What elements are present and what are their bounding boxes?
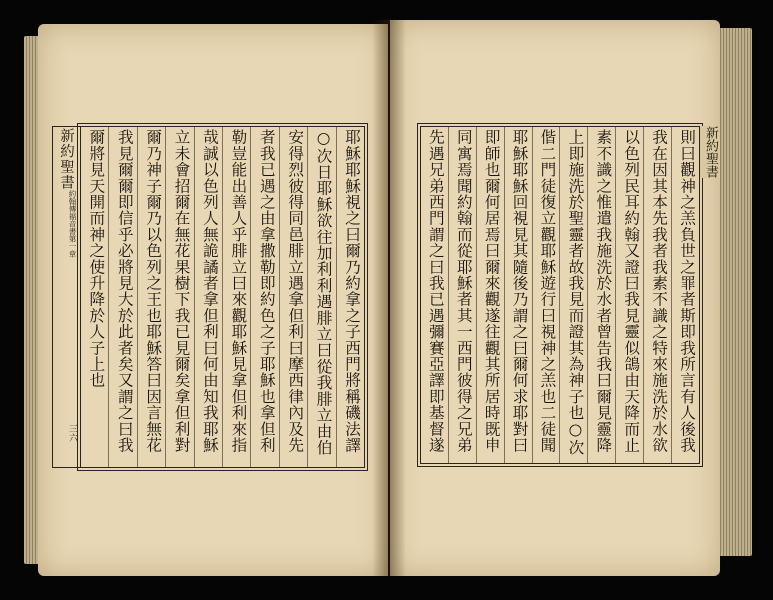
text-column: 同寓焉聞約翰而從耶穌者其一西門彼得之兄弟 [448, 127, 476, 463]
right-text-frame [420, 126, 700, 464]
text-column: 即師也爾何居焉曰爾來觀遂往觀其所居時既申 [476, 127, 504, 463]
text-column: 者我已遇之由拿撒勒即約色之子耶穌也拿但利 [250, 127, 278, 467]
text-column: 上即施洗於聖靈者故我見而證其為神子也○次 [559, 127, 587, 463]
page-number: 三六 [67, 424, 77, 442]
text-column: 以色列民耳約翰又證曰我見靈似鴿由天降而止 [615, 127, 643, 463]
text-column: 安得烈彼得同邑腓立遇拿但利曰摩西律內及先 [279, 127, 307, 467]
running-subtitle: 約翰傳福音書第一章 [68, 190, 77, 258]
book-gutter [372, 20, 406, 576]
text-column: 哉誠以色列人無詭譎者拿但利曰何由知我耶穌 [194, 127, 222, 467]
text-column: 爾乃神子爾乃以色列之王也耶穌答曰因言無花 [137, 127, 165, 467]
spine-edge-label: 新約聖書 [700, 126, 720, 178]
text-column: 我在因其本先我者我素不識之特來施洗於水欲 [643, 127, 671, 463]
text-column: 我見爾爾即信乎必將見大於此者矣又謂之曰我 [108, 127, 136, 467]
text-column: ○次日耶穌欲往加利利遇腓立曰從我腓立由伯 [307, 127, 335, 467]
text-column: 耶穌耶穌視之曰爾乃約拿之子西門將稱磯法譯 [336, 127, 364, 467]
text-column: 則曰觀神之羔負世之罪者斯即我所言有人後我 [671, 127, 699, 463]
text-column: 先遇兄弟西門謂之曰我已遇彌賽亞譯即基督遂 [426, 129, 445, 453]
text-column: 素不識之惟遣我施洗於水者曾告我曰爾見靈降 [587, 127, 615, 463]
running-title: 新約聖書 [58, 128, 74, 190]
text-column: 勒豈能出善人乎腓立曰來觀耶穌見拿但利來指 [222, 127, 250, 467]
text-column: 偕二門徒復立觀耶穌遊行曰視神之羔也二徒聞 [532, 127, 560, 463]
text-column: 立未會招爾在無花果樹下我已見爾矣拿但利對 [165, 127, 193, 467]
text-column: 耶穌耶穌回視見其隨後乃謂之曰爾何求耶對曰 [504, 127, 532, 463]
text-column: 爾將見天開而神之使升降於人子上也 [87, 129, 106, 389]
left-text-frame [80, 126, 365, 468]
